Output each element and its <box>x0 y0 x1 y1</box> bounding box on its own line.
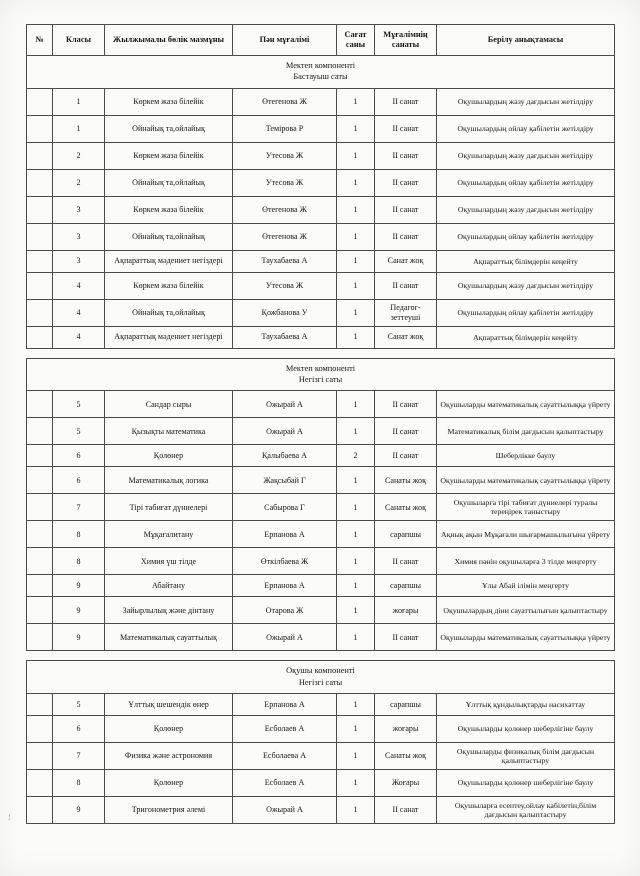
cell-teacher: Темірова Р <box>233 115 337 142</box>
cell-teacher: Ожырай А <box>233 624 337 651</box>
table-row <box>27 770 615 797</box>
cell-description: Оқушылардың жазу дағдысын жетілдіру <box>437 272 615 299</box>
cell-teacher: Ожырай А <box>233 797 337 824</box>
cell-class: 9 <box>53 624 105 651</box>
table-row <box>27 299 615 326</box>
header-cell-description: Берілу анықтамасы <box>437 25 615 56</box>
section-title-secondary: Негізгі саты <box>298 375 343 385</box>
cell-topic: Сандар сыры <box>105 391 233 418</box>
cell-topic: Ақпараттық мәдениет негіздері <box>105 250 233 272</box>
cell-hours: 1 <box>337 142 375 169</box>
cell-category: сарапшы <box>375 694 437 716</box>
cell-teacher: Қалыбаева А <box>233 445 337 467</box>
cell-description: Оқушыларға тірі табиғат дүниелері туралы тереңірек таныстыру <box>437 494 615 521</box>
cell-class: 7 <box>53 743 105 770</box>
cell-hours: 1 <box>337 467 375 494</box>
cell-category: II санат <box>375 391 437 418</box>
cell-description: Математикалық білім дағдысын қалыптастыру <box>437 418 615 445</box>
cell-category: II санат <box>375 169 437 196</box>
cell-teacher: Жақсыбай Г <box>233 467 337 494</box>
table-row <box>27 494 615 521</box>
cell-hours: 1 <box>337 88 375 115</box>
cell-category: II санат <box>375 548 437 575</box>
cell-no <box>27 770 53 797</box>
cell-description: Оқушылардың жазу дағдысын жетілдіру <box>437 196 615 223</box>
section-heading-row <box>27 661 615 694</box>
cell-category: II санат <box>375 272 437 299</box>
cell-class: 1 <box>53 88 105 115</box>
cell-no <box>27 418 53 445</box>
cell-teacher: Ожырай А <box>233 391 337 418</box>
cell-class: 3 <box>53 250 105 272</box>
cell-class: 2 <box>53 142 105 169</box>
cell-description: Оқушылардың ойлау қабілетін жетілдіру <box>437 299 615 326</box>
cell-category: Жоғары <box>375 770 437 797</box>
cell-class: 4 <box>53 299 105 326</box>
cell-no <box>27 624 53 651</box>
cell-class: 6 <box>53 445 105 467</box>
cell-teacher: Утесова Ж <box>233 169 337 196</box>
section-title-primary: Оқушы компоненті <box>286 666 355 676</box>
cell-hours: 1 <box>337 115 375 142</box>
cell-teacher: Есболаев А <box>233 716 337 743</box>
cell-class: 9 <box>53 597 105 624</box>
table-spacer-cell <box>27 348 615 358</box>
cell-description: Оқушылардың ойлау қабілетін жетілдіру <box>437 169 615 196</box>
cell-description: Ақиық ақын Мұқағали шығармашылығына үйрету <box>437 521 615 548</box>
cell-class: 2 <box>53 169 105 196</box>
cell-description: Оқушыларды физикалық білім дағдысын қалыптастыру <box>437 743 615 770</box>
table-row <box>27 548 615 575</box>
cell-hours: 1 <box>337 196 375 223</box>
cell-hours: 1 <box>337 223 375 250</box>
cell-teacher: Өткілбаева Ж <box>233 548 337 575</box>
cell-category: Санат жоқ <box>375 250 437 272</box>
table-row <box>27 597 615 624</box>
cell-topic: Физика және астрономия <box>105 743 233 770</box>
cell-description: Шеберлікке баулу <box>437 445 615 467</box>
cell-hours: 1 <box>337 299 375 326</box>
cell-description: Ақпараттық білімдерін кеңейту <box>437 250 615 272</box>
section-title-secondary: Негізгі саты <box>298 677 343 687</box>
cell-teacher: Ерпанова А <box>233 694 337 716</box>
table-spacer-row <box>27 651 615 661</box>
cell-topic: Ақпараттық мәдениет негіздері <box>105 326 233 348</box>
cell-category: Санаты жоқ <box>375 467 437 494</box>
cell-teacher: Қожбанова У <box>233 299 337 326</box>
cell-class: 5 <box>53 418 105 445</box>
cell-hours: 1 <box>337 624 375 651</box>
cell-class: 8 <box>53 521 105 548</box>
cell-no <box>27 250 53 272</box>
cell-class: 5 <box>53 694 105 716</box>
cell-class: 3 <box>53 223 105 250</box>
cell-hours: 1 <box>337 169 375 196</box>
cell-topic: Ұлттық шешендік өнер <box>105 694 233 716</box>
cell-hours: 1 <box>337 770 375 797</box>
section-heading-cell <box>27 56 615 89</box>
cell-teacher: Утесова Ж <box>233 142 337 169</box>
cell-no <box>27 548 53 575</box>
table-row <box>27 250 615 272</box>
cell-category: жоғары <box>375 597 437 624</box>
cell-topic: Математикалық сауаттылық <box>105 624 233 651</box>
cell-hours: 1 <box>337 597 375 624</box>
cell-class: 3 <box>53 196 105 223</box>
header-cell-teacher: Пән мұғалімі <box>233 25 337 56</box>
table-row <box>27 196 615 223</box>
cell-category: Санат жоқ <box>375 326 437 348</box>
table-row <box>27 142 615 169</box>
cell-hours: 1 <box>337 391 375 418</box>
table-spacer-cell <box>27 651 615 661</box>
cell-hours: 1 <box>337 716 375 743</box>
table-spacer-row <box>27 348 615 358</box>
section-title-primary: Мектеп компоненті <box>285 363 356 373</box>
cell-class: 9 <box>53 797 105 824</box>
cell-class: 8 <box>53 770 105 797</box>
table-row <box>27 223 615 250</box>
cell-description: Оқушыларды математикалық сауаттылыққа үйрету <box>437 624 615 651</box>
cell-no <box>27 88 53 115</box>
cell-category: II санат <box>375 445 437 467</box>
table-row <box>27 624 615 651</box>
section-heading-cell <box>27 661 615 694</box>
section-heading-row <box>27 56 615 89</box>
cell-description: Ұлттық құндылықтарды насихаттау <box>437 694 615 716</box>
curriculum-table <box>26 24 615 824</box>
cell-category: II санат <box>375 196 437 223</box>
cell-category: II санат <box>375 88 437 115</box>
cell-class: 8 <box>53 548 105 575</box>
cell-topic: Көркем жаза білейік <box>105 142 233 169</box>
cell-topic: Химия үш тілде <box>105 548 233 575</box>
cell-description: Оқушылардың ойлау қабілетін жетілдіру <box>437 223 615 250</box>
table-row <box>27 716 615 743</box>
cell-topic: Қолөнер <box>105 716 233 743</box>
table-row <box>27 521 615 548</box>
cell-hours: 1 <box>337 575 375 597</box>
cell-hours: 1 <box>337 494 375 521</box>
cell-teacher: Утесова Ж <box>233 272 337 299</box>
cell-description: Оқушыларды математикалық сауаттылыққа үйрету <box>437 467 615 494</box>
cell-teacher: Өтегенова Ж <box>233 88 337 115</box>
cell-topic: Көркем жаза білейік <box>105 88 233 115</box>
cell-category: сарапшы <box>375 521 437 548</box>
cell-topic: Зайырлылық және дінтану <box>105 597 233 624</box>
cell-category: II санат <box>375 797 437 824</box>
cell-no <box>27 272 53 299</box>
cell-class: 9 <box>53 575 105 597</box>
cell-category: II санат <box>375 624 437 651</box>
cell-description: Оқушылардың жазу дағдысын жетілдіру <box>437 88 615 115</box>
cell-teacher: Отарова Ж <box>233 597 337 624</box>
cell-description: Оқушылардың жазу дағдысын жетілдіру <box>437 142 615 169</box>
cell-category: Санаты жоқ <box>375 494 437 521</box>
cell-topic: Қолөнер <box>105 445 233 467</box>
cell-hours: 1 <box>337 250 375 272</box>
cell-category: жоғары <box>375 716 437 743</box>
cell-description: Химия пәнін оқушыларға 3 тілде меңгерту <box>437 548 615 575</box>
cell-no <box>27 115 53 142</box>
cell-hours: 1 <box>337 797 375 824</box>
cell-description: Оқушылардың діни сауаттылығын қалыптастыру <box>437 597 615 624</box>
cell-description: Оқушыларды қолөнер шеберлігіне баулу <box>437 716 615 743</box>
cell-category: II санат <box>375 115 437 142</box>
cell-teacher: Сабырова Г <box>233 494 337 521</box>
table-row <box>27 88 615 115</box>
cell-topic: Ойнайық та,ойлайық <box>105 115 233 142</box>
table-row <box>27 445 615 467</box>
cell-class: 1 <box>53 115 105 142</box>
table-row <box>27 694 615 716</box>
cell-topic: Тірі табиғат дүниелері <box>105 494 233 521</box>
cell-hours: 1 <box>337 743 375 770</box>
cell-hours: 1 <box>337 694 375 716</box>
cell-class: 5 <box>53 391 105 418</box>
cell-no <box>27 467 53 494</box>
cell-class: 4 <box>53 326 105 348</box>
cell-hours: 1 <box>337 548 375 575</box>
cell-hours: 1 <box>337 418 375 445</box>
section-heading-row <box>27 358 615 391</box>
table-row <box>27 575 615 597</box>
cell-description: Оқушыларға есептеу,ойлау кабілетін,білім дағдысын қалыптастыру <box>437 797 615 824</box>
section-title-secondary: Бастауыш саты <box>293 72 348 82</box>
cell-category: Педагог-зеттеуші <box>375 299 437 326</box>
cell-category: Санаты жоқ <box>375 743 437 770</box>
cell-no <box>27 743 53 770</box>
cell-teacher: Өтегенова Ж <box>233 196 337 223</box>
cell-teacher: Ерпанова А <box>233 575 337 597</box>
cell-category: сарапшы <box>375 575 437 597</box>
cell-no <box>27 575 53 597</box>
cell-no <box>27 797 53 824</box>
cell-no <box>27 494 53 521</box>
cell-no <box>27 694 53 716</box>
cell-teacher: Өтегенова Ж <box>233 223 337 250</box>
cell-topic: Ойнайық та,ойлайық <box>105 223 233 250</box>
cell-no <box>27 391 53 418</box>
cell-no <box>27 169 53 196</box>
cell-class: 7 <box>53 494 105 521</box>
cell-hours: 1 <box>337 521 375 548</box>
cell-no <box>27 223 53 250</box>
cell-category: II санат <box>375 142 437 169</box>
cell-no <box>27 521 53 548</box>
header-cell-hours: Сағат саны <box>337 25 375 56</box>
cell-hours: 1 <box>337 326 375 348</box>
cell-no <box>27 445 53 467</box>
cell-topic: Ойнайық та,ойлайық <box>105 299 233 326</box>
cell-topic: Тригонометрия әлемі <box>105 797 233 824</box>
cell-topic: Математикалық логика <box>105 467 233 494</box>
header-row <box>27 25 615 56</box>
cell-hours: 1 <box>337 272 375 299</box>
cell-no <box>27 597 53 624</box>
table-row <box>27 169 615 196</box>
cell-description: Ұлы Абай ілімін меңгерту <box>437 575 615 597</box>
section-heading-cell <box>27 358 615 391</box>
header-cell-class: Класы <box>53 25 105 56</box>
table-row <box>27 326 615 348</box>
cell-class: 6 <box>53 467 105 494</box>
cell-topic: Қолөнер <box>105 770 233 797</box>
header-cell-category: Мұғалімнің санаты <box>375 25 437 56</box>
cell-no <box>27 716 53 743</box>
header-cell-no: № <box>27 25 53 56</box>
table-row <box>27 272 615 299</box>
table-row <box>27 467 615 494</box>
cell-topic: Көркем жаза білейік <box>105 196 233 223</box>
cell-teacher: Ожырай А <box>233 418 337 445</box>
cell-teacher: Есболаева А <box>233 743 337 770</box>
cell-category: II санат <box>375 418 437 445</box>
table-row <box>27 115 615 142</box>
cell-teacher: Таухабаева А <box>233 326 337 348</box>
section-title-primary: Мектеп компоненті <box>285 61 356 70</box>
cell-description: Оқушылардың ойлау қабілетін жетілдіру <box>437 115 615 142</box>
cell-class: 6 <box>53 716 105 743</box>
cell-teacher: Таухабаева А <box>233 250 337 272</box>
header-cell-topic: Жылжымалы бөлік мазмұны <box>105 25 233 56</box>
page-corner-mark: ؛ <box>8 812 11 822</box>
cell-no <box>27 196 53 223</box>
cell-description: Оқушыларды математикалық сауаттылыққа үйрету <box>437 391 615 418</box>
cell-topic: Ойнайық та,ойлайық <box>105 169 233 196</box>
cell-topic: Қызықты математика <box>105 418 233 445</box>
cell-topic: Абайтану <box>105 575 233 597</box>
table-row <box>27 391 615 418</box>
table-row <box>27 797 615 824</box>
cell-class: 4 <box>53 272 105 299</box>
cell-teacher: Есболаев А <box>233 770 337 797</box>
cell-no <box>27 299 53 326</box>
table-row <box>27 743 615 770</box>
cell-description: Оқушыларды қолөнер шеберлігіне баулу <box>437 770 615 797</box>
cell-category: II санат <box>375 223 437 250</box>
cell-hours: 2 <box>337 445 375 467</box>
cell-topic: Мұқағалитану <box>105 521 233 548</box>
cell-teacher: Ерпанова А <box>233 521 337 548</box>
table-row <box>27 418 615 445</box>
cell-no <box>27 326 53 348</box>
cell-topic: Көркем жаза білейік <box>105 272 233 299</box>
table-body <box>27 56 615 824</box>
cell-description: Ақпараттық білімдерін кеңейту <box>437 326 615 348</box>
table-header <box>27 25 615 56</box>
cell-no <box>27 142 53 169</box>
scanned-sheet <box>26 24 614 824</box>
